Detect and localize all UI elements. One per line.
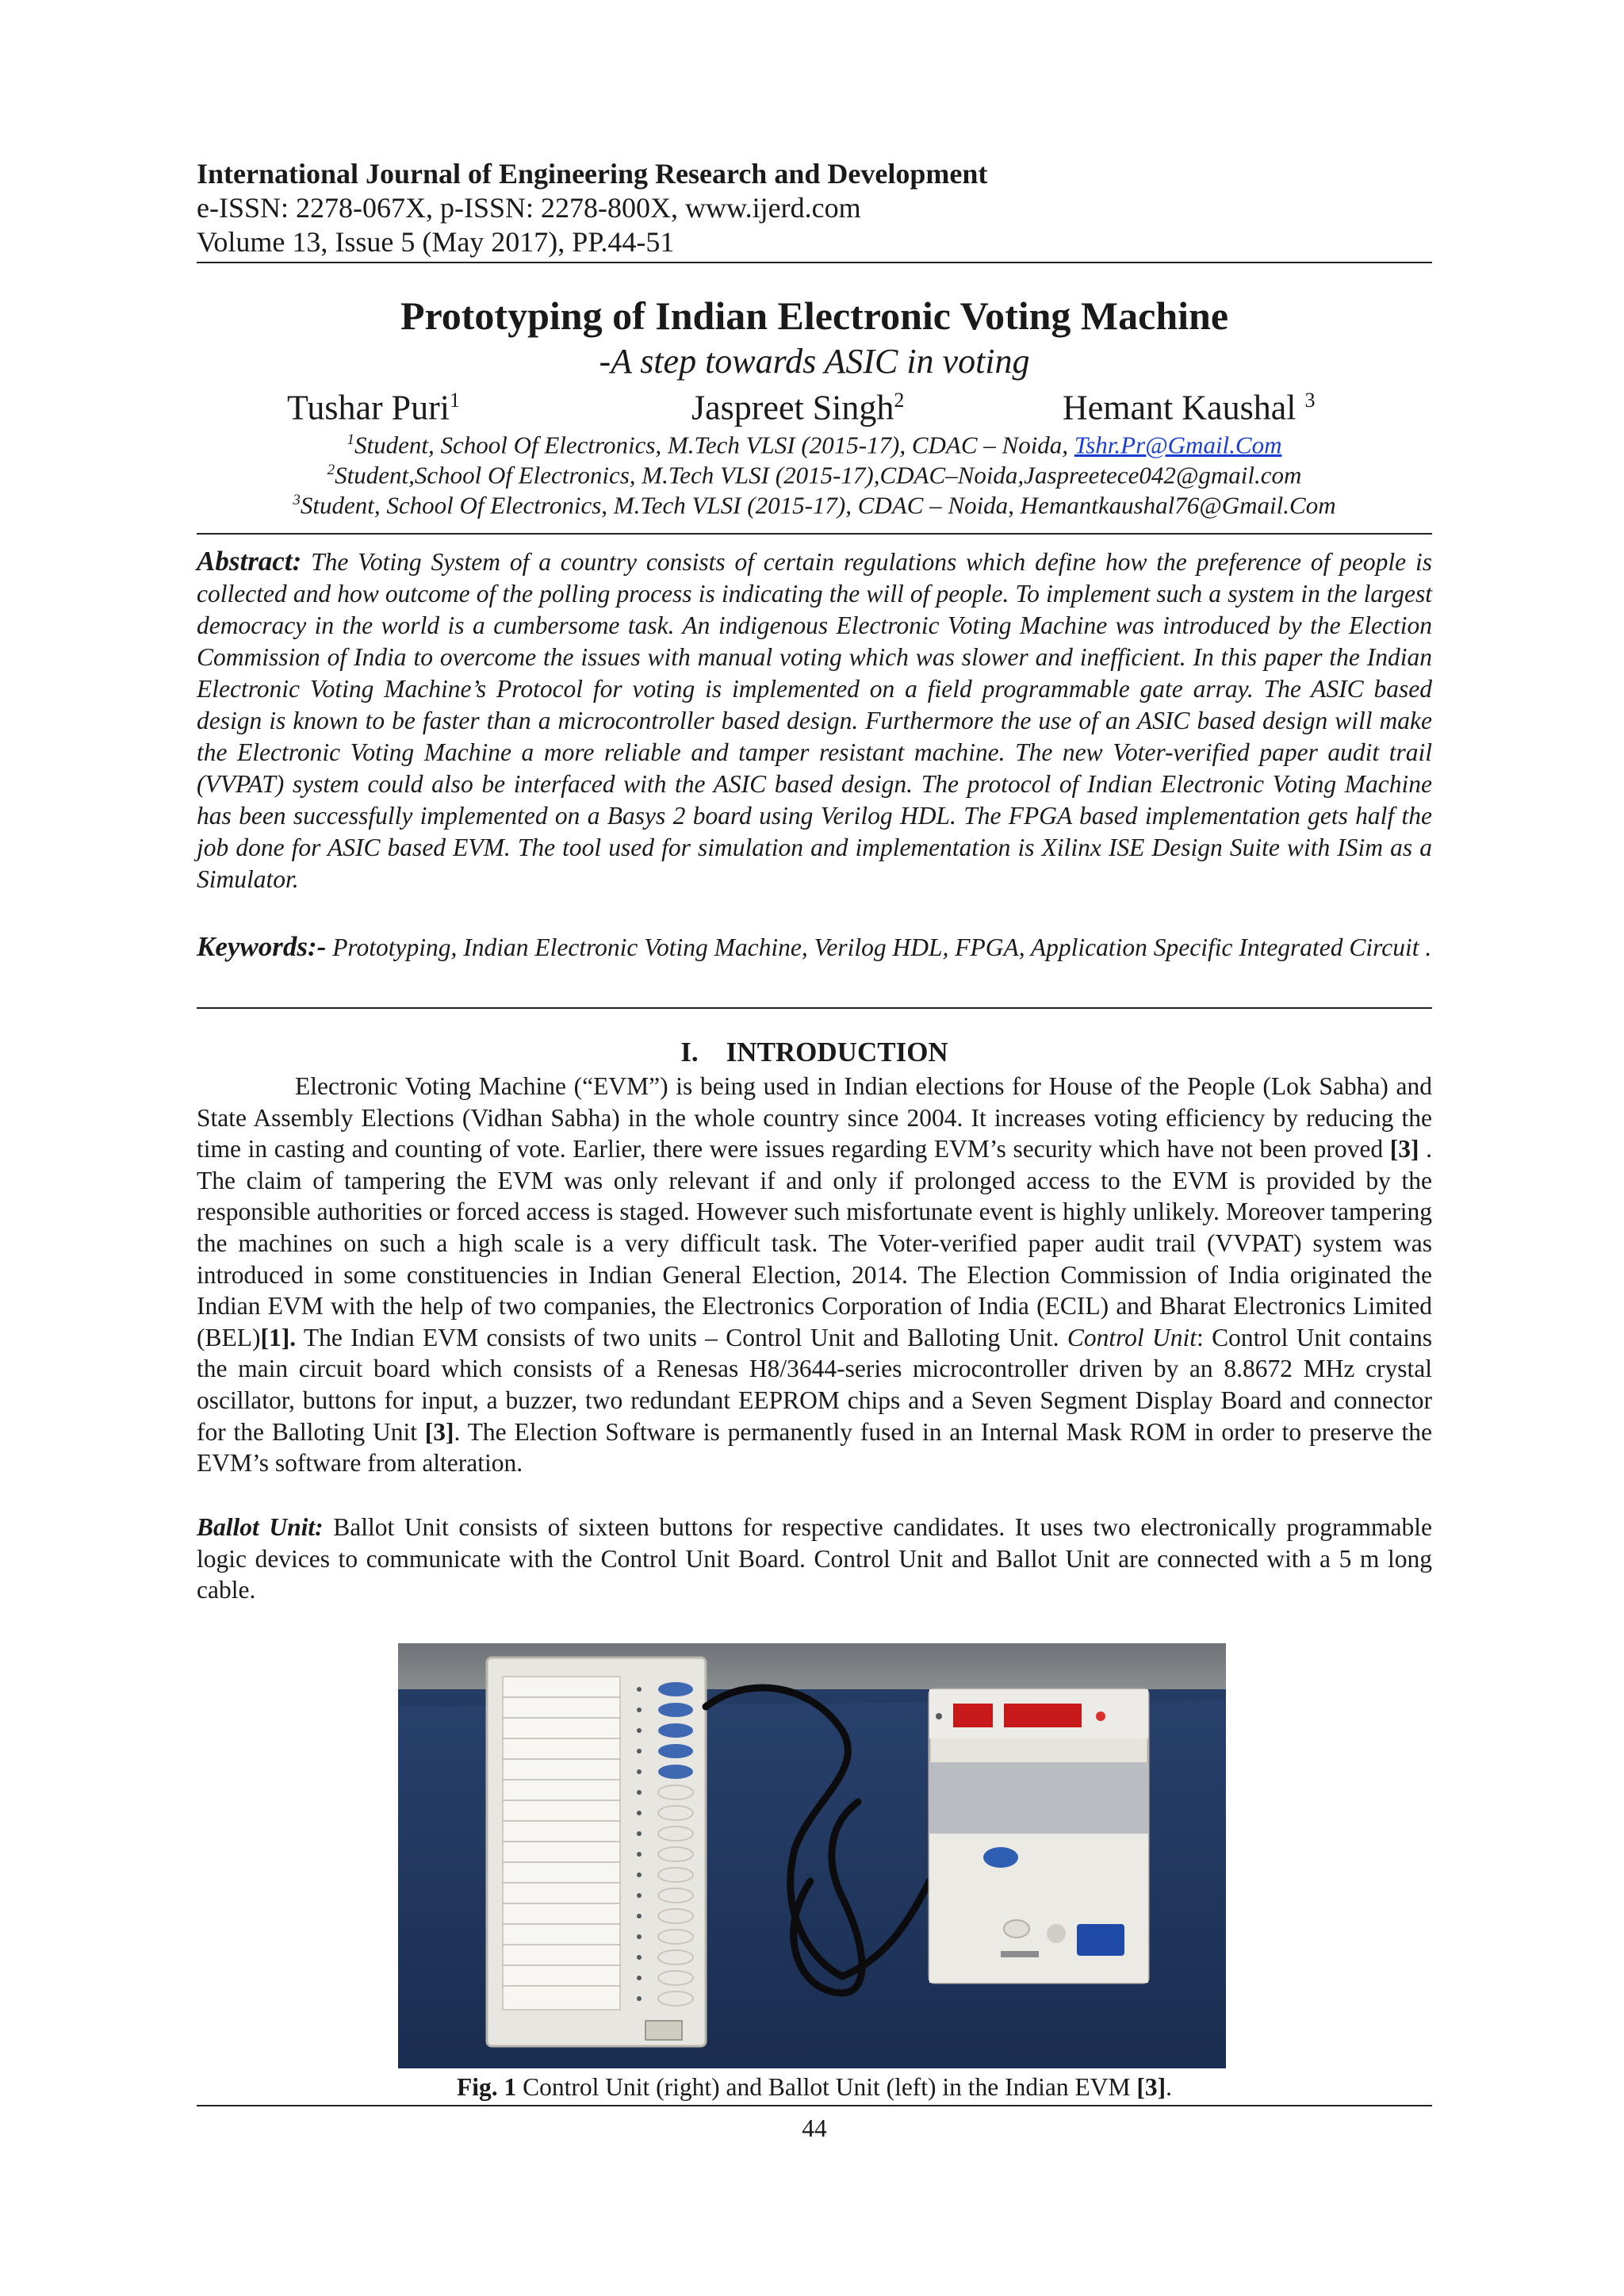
abstract-label: Abstract: — [197, 546, 302, 577]
affiliation-3: $^3$Student, School Of Electronics, M.Tech VLSI (2015-17), CDAC – Noida, Hemantkaushal76@Gmail.Com — [293, 491, 1336, 519]
page-number: 44 — [802, 2114, 827, 2142]
control-unit-term: Control Unit — [1067, 1323, 1197, 1351]
ballot-unit-paragraph: Ballot Unit: Ballot Unit consists of sixteen buttons for respective candidates. It uses two electronically programmable logic devices to communicate with the Control Unit Board. Control Unit and Ballot Unit are connected with a 5 m long cable. — [197, 1513, 1432, 1604]
evm-photo — [398, 1643, 1226, 2068]
journal-issn: e-ISSN: 2278-067X, p-ISSN: 2278-800X, www.ijerd.com — [197, 192, 861, 224]
citation-1: [1]. — [260, 1323, 297, 1351]
paper-title: Prototyping of Indian Electronic Voting Machine — [400, 293, 1229, 338]
paper-subtitle: -A step towards ASIC in voting — [599, 342, 1030, 381]
affiliation-1: $^1$Student, School Of Electronics, M.Tech VLSI (2015-17), CDAC – Noida, Tshr.Pr@Gmail.Com — [347, 431, 1282, 459]
journal-name: International Journal of Engineering Research and Development — [197, 158, 988, 190]
evm-photo-illustration — [398, 1643, 1226, 2068]
section-heading-introduction: I. INTRODUCTION — [680, 1037, 948, 1068]
author-2: Jaspreet Singh$^2$ — [691, 388, 905, 427]
citation-3b: [3] — [424, 1417, 454, 1446]
abstract-top-rule — [197, 533, 1432, 535]
abstract-bottom-rule — [197, 1007, 1432, 1009]
keywords — [197, 930, 1432, 965]
figure-citation: [3] — [1136, 2073, 1166, 2101]
journal-volume: Volume 13, Issue 5 (May 2017), PP.44-51 — [197, 226, 675, 258]
header-rule — [197, 262, 1432, 263]
author-3: Hemant Kaushal $^3$ — [1063, 388, 1316, 427]
footer-rule — [197, 2105, 1432, 2106]
control-unit — [929, 1689, 1148, 1983]
abstract — [197, 546, 1432, 895]
citation-3: [3] — [1389, 1135, 1419, 1163]
ballot-unit-term: Ballot Unit: — [197, 1513, 324, 1541]
affiliation-2: $^2$Student,School Of Electronics, M.Tech VLSI (2015-17),CDAC–Noida,Jaspreetece042@gmail.com — [327, 461, 1302, 489]
figure-caption: Fig. 1 Control Unit (right) and Ballot Unit (left) in the Indian EVM [3]. — [457, 2073, 1172, 2101]
email-link[interactable]: Tshr.Pr@Gmail.Com — [1074, 431, 1282, 459]
abstract-text: The Voting System of a country consists of certain regulations which define how the preference of people is collected and how outcome of the polling process is indicating the will of people. To implement such a system in the largest democracy in the world is a cumbersome task. An indigenous Electronic Voting Machine was introduced by the Election Commission of India to overcome the issues with manual voting which was slower and inefficient. In this paper the Indian Electronic Voting Machine’s Protocol for voting is implemented on a field programmable gate array. The ASIC based design is known to be faster than a microcontroller based design. Furthermore the use of an ASIC based design will make the Electronic Voting Machine a more reliable and tamper resistant machine. The new Voter-verified paper audit trail (VVPAT) system could also be interfaced with the ASIC based design. The protocol of Indian Electronic Voting Machine has been successfully implemented on a Basys 2 board using Verilog HDL. The FPGA based implementation gets half the job done for ASIC based EVM. The tool used for simulation and implementation is Xilinx ISE Design Suite with ISim as a Simulator. — [197, 548, 1432, 893]
figure-label: Fig. 1 — [457, 2073, 517, 2101]
intro-paragraph: Electronic Voting Machine (“EVM”) is being used in Indian elections for House of the People (Lok Sabha) and State Assembly Elections (Vidhan Sabha) in the whole country since 2004. It increases voting efficiency by reducing the time in casting and counting of vote. Earlier, there were issues regarding EVM’s security which have not been proved [3] . The claim of tampering the EVM was only relevant if and only if prolonged access to the EVM is provided by the responsible authorities or forced access is staged. However such misfortunate event is highly unlikely. Moreover tampering the machines on such a high scale is a very difficult task. The Voter-verified paper audit trail (VVPAT) system was introduced in some constituencies in Indian General Election, 2014. The Election Commission of India originated the Indian EVM with the help of two companies, the Electronics Corporation of India (ECIL) and Bharat Electronics Limited (BEL)[1]. The Indian EVM consists of two units – Control Unit and Balloting Unit. Control Unit: Control Unit contains the main circuit board which consists of a Renesas H8/3644-series microcontroller driven by an 8.8672 MHz crystal oscillator, buttons for input, a buzzer, two redundant EEPROM chips and a Seven Segment Display Board and connector for the Balloting Unit [3]. The Election Software is permanently fused in an Internal Mask ROM in order to preserve the EVM’s software from alteration. — [197, 1072, 1433, 1478]
keywords-label: Keywords:- — [197, 931, 327, 962]
author-1: Tushar Puri$^1$ — [287, 388, 460, 427]
keywords-text: Prototyping, Indian Electronic Voting Machine, Verilog HDL, FPGA, Application Specific Integrated Circuit . — [326, 933, 1432, 961]
journal-header — [197, 157, 1434, 259]
ballot-unit — [487, 1658, 706, 2046]
